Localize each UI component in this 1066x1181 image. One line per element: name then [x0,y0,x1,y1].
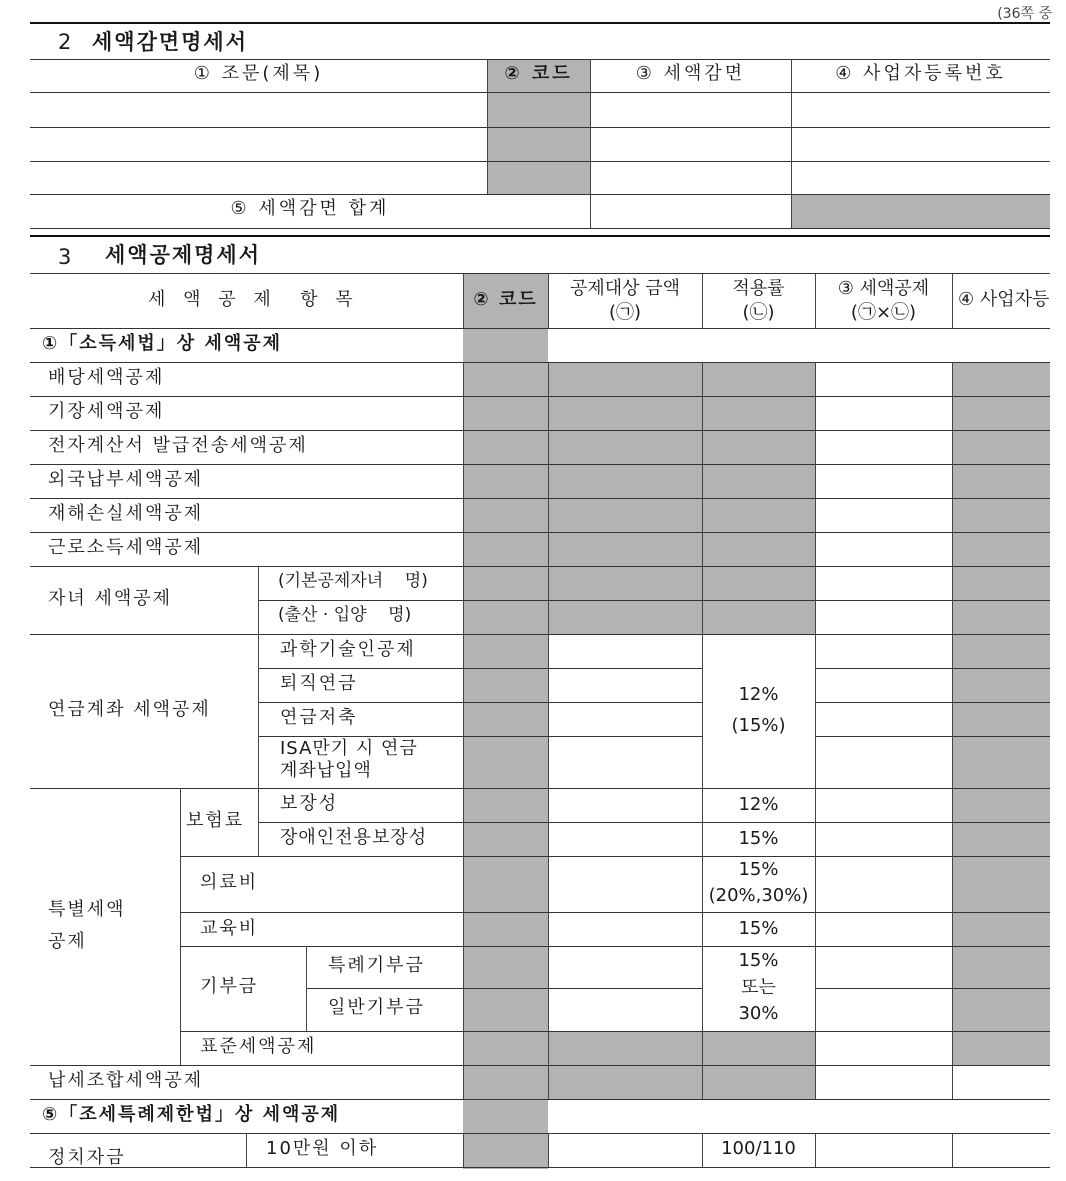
s3-col [952,273,953,328]
s3-header-amount-sub: (㉠) [608,302,642,323]
donation-rate-3: 30% [738,1003,779,1024]
s3-col [548,1133,549,1167]
s3-line [258,668,702,669]
row-bookkeeping: 기장세액공제 [48,401,165,422]
s3-header-credit-sub: (㉠×㉡) [850,302,917,323]
row-union-credit: 납세조합세액공제 [48,1070,204,1091]
s3-col [815,1133,816,1167]
s3-line [30,464,1050,465]
s3-header-credit: ③ 세액공제 [837,278,930,299]
row-political: 정치자금 [48,1147,126,1168]
s2-line [30,194,1050,195]
s3-line [30,396,1050,397]
row-pension-credit: 연금계좌 세액공제 [48,699,211,720]
section3-title: 세액공제명세서 [105,243,262,267]
s2-total-shade [791,194,1050,228]
s2-line [30,127,1050,128]
s3-col [548,362,549,1099]
s3-line [180,946,1050,947]
row-child-credit: 자녀 세액공제 [48,588,173,609]
pension-rate-alt: (15%) [731,715,786,736]
s3-line [258,600,1050,601]
s3-line [180,912,1050,913]
row-insurance: 보험료 [186,810,245,831]
s2-header-bizno: ④ 사업자등록번호 [835,63,1006,84]
row-medical: 의료비 [200,872,259,893]
s3-line [258,736,702,737]
s3-line [258,822,1050,823]
s3-line [30,532,1050,533]
row-child-birth: (출산 · 입양 명) [278,605,412,625]
row-einvoice: 전자계산서 발급전송세액공제 [48,435,308,456]
s3-line [30,634,1050,635]
s3-line [30,1167,1050,1168]
medical-rate-alt: (20%,30%) [708,885,809,906]
s3-line [258,702,702,703]
row-pension-retire: 퇴직연금 [280,673,358,694]
pension-rate: 12% [738,684,779,705]
s3-header-code: ② 코드 [473,289,538,310]
s3-col [815,362,816,1099]
s3-line [815,668,1050,669]
s3-line [180,856,1050,857]
group-special-act: ⑤「조세특례제한법」상 세액공제 [42,1104,341,1125]
s3-header-amount: 공제대상 금액 [569,278,681,299]
s3-line [30,328,1050,329]
s3-line [30,566,1050,567]
s3-line [30,788,1050,789]
s3-subcol [246,1133,247,1167]
row-political-sub: 10만원 이하 [266,1138,379,1159]
s2-total-label: ⑤ 세액감면 합계 [230,198,390,219]
row-insurance-disabled: 장애인전용보장성 [280,827,428,848]
s3-col [463,362,464,1099]
s3-line [30,362,1050,363]
row-pension-science: 과학기술인공제 [280,639,416,660]
s3-line [815,702,1050,703]
s3-line [815,736,1050,737]
s3-line [306,988,702,989]
row-donation: 기부금 [200,976,259,997]
s2-line [30,161,1050,162]
s3-header-bizno: ④ 사업자등 [958,289,1050,310]
s3-line [30,498,1050,499]
row-donation-general: 일반기부금 [328,997,425,1018]
s2-bottom-rule [30,235,1050,237]
row-donation-special: 특례기부금 [328,955,425,976]
insurance-rate-2: 15% [738,828,779,849]
row-pension-saving: 연금저축 [280,707,358,728]
section3-number: 3 [58,245,72,269]
row-education: 교육비 [200,918,259,939]
row-pension-isa-2: 계좌납입액 [280,760,372,781]
section2-number: 2 [58,30,72,54]
education-rate: 15% [738,918,779,939]
s2-line [30,228,1050,229]
s3-bizno-shade [952,362,1050,1065]
s3-subcol [258,566,259,788]
s2-header-article: ① 조문(제목) [193,63,324,84]
political-rate: 100/110 [721,1138,796,1159]
row-dividend: 배당세액공제 [48,367,165,388]
medical-rate: 15% [738,859,779,880]
page-note: (36쪽 중 [997,6,1052,22]
row-special-label-1: 특별세액 [48,899,126,920]
row-special-label-2: 공제 [48,931,87,952]
s2-header-reduction: ③ 세액감면 [635,63,746,84]
row-insurance-protect: 보장성 [280,793,339,814]
s2-line [30,92,1050,93]
s3-line [180,1031,1050,1032]
s3-subcol [306,946,307,1031]
s3-subcol [180,788,181,1065]
s3-line [815,988,1050,989]
group-income-tax: ①「소득세법」상 세액공제 [42,333,282,354]
row-disaster: 재해손실세액공제 [48,503,204,524]
row-earned-income: 근로소득세액공제 [48,537,204,558]
top-rule [30,22,1050,24]
s3-col [952,362,953,1099]
row-child-basic: (기본공제자녀 명) [278,571,428,591]
s3-line [30,430,1050,431]
section2-title: 세액감면명세서 [92,30,249,54]
s3-line [30,1065,1050,1066]
s3-line [30,1133,1050,1134]
s3-header-rate-sub: (㉡) [742,302,775,323]
s3-subcol [258,788,259,856]
insurance-rate-1: 12% [738,794,779,815]
s3-header-item: 세 액 공 제 항 목 [148,289,359,310]
s3-col [952,1133,953,1167]
s2-line [30,59,1050,60]
s3-col [463,1133,464,1167]
s3-header-rate: 적용률 [732,278,785,299]
donation-rate-2: 또는 [741,977,776,998]
row-pension-isa-1: ISA만기 시 연금 [280,738,418,759]
s3-line [30,273,1050,274]
s3-line [30,1099,1050,1100]
s3-code-shade [463,274,548,1169]
donation-rate-1: 15% [738,950,779,971]
row-foreign-tax: 외국납부세액공제 [48,469,204,490]
s2-header-code: ② 코드 [504,63,573,84]
row-standard-credit: 표준세액공제 [200,1036,317,1057]
